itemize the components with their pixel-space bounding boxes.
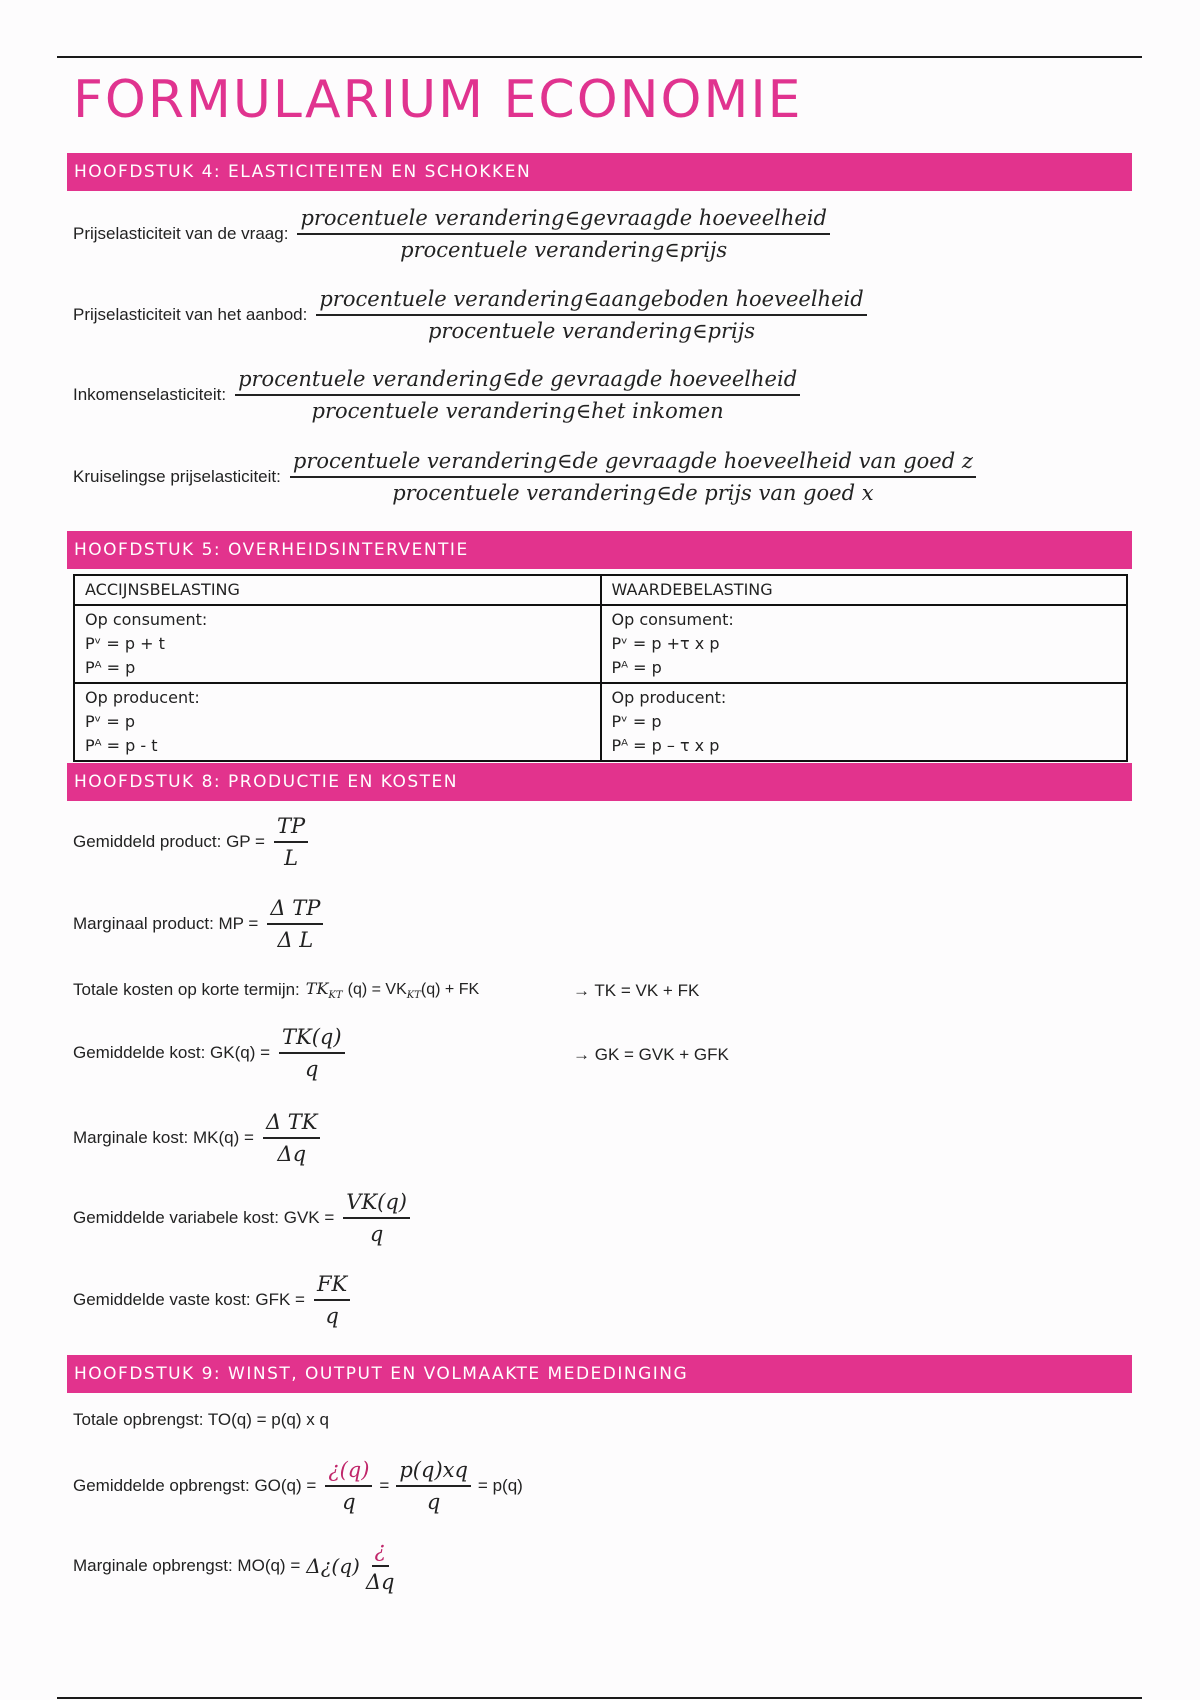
denominator: Δ L	[277, 928, 314, 952]
cell-line: Pᴬ = p – τ x p	[611, 736, 720, 755]
numerator: Δ TP	[267, 896, 323, 925]
fraction	[325, 1458, 372, 1514]
cell-line: Op consument:	[611, 610, 734, 629]
cell-line: Pᴬ = p	[85, 658, 136, 677]
numerator: procentuele verandering∈gevraagde hoeveelheid	[297, 206, 830, 235]
fraction	[396, 1458, 471, 1514]
formula-total-revenue	[73, 1410, 329, 1430]
formula-label: Gemiddelde vaste kost: GFK =	[73, 1290, 305, 1309]
section-banner-h5: HOOFDSTUK 5: OVERHEIDSINTERVENTIE	[67, 531, 1132, 569]
numerator: TK(q)	[279, 1025, 345, 1054]
denominator: q	[325, 1304, 339, 1328]
formula-label: Gemiddelde variabele kost: GVK =	[73, 1208, 335, 1227]
denominator: q	[305, 1057, 319, 1081]
formula-prefix: Δ¿(q)	[306, 1554, 360, 1578]
table-cell	[74, 683, 601, 761]
cell-line: Op producent:	[85, 688, 200, 707]
formula-average-variable-cost	[73, 1190, 413, 1246]
denominator: q	[342, 1490, 356, 1514]
formula-marginal-cost	[73, 1110, 323, 1166]
numerator: procentuele verandering∈de gevraagde hoeveelheid	[235, 367, 800, 396]
bottom-rule	[57, 1697, 1142, 1699]
note-arrow-gk: → GK = GVK + GFK	[573, 1045, 729, 1064]
formula-price-elasticity-supply	[73, 287, 870, 343]
denominator: procentuele verandering∈het inkomen	[311, 399, 724, 423]
fraction	[274, 814, 308, 870]
numerator: VK(q)	[343, 1190, 410, 1219]
formula-label: Totale kosten op korte termijn:	[73, 980, 300, 1000]
formula-total-cost	[73, 979, 479, 1001]
fraction	[235, 367, 800, 423]
table-cell	[601, 605, 1128, 683]
fraction	[297, 206, 830, 262]
cell-line: Pᵛ = p	[611, 712, 662, 731]
formula-label: Prijselasticiteit van de vraag:	[73, 224, 289, 243]
numerator: p(q)xq	[396, 1458, 471, 1487]
fraction	[290, 449, 976, 505]
numerator: procentuele verandering∈aangeboden hoeveelheid	[316, 287, 866, 316]
fraction	[314, 1272, 350, 1328]
fraction	[279, 1025, 345, 1081]
fraction	[343, 1190, 410, 1246]
formula-marginal-revenue	[73, 1538, 400, 1594]
formula-marginal-product	[73, 896, 326, 952]
table-header-excise: ACCIJNSBELASTING	[74, 575, 601, 605]
formula-cross-elasticity	[73, 449, 979, 505]
denominator: q	[369, 1222, 384, 1246]
numerator: procentuele verandering∈de gevraagde hoeveelheid van goed z	[290, 449, 976, 478]
table-header-value-tax: WAARDEBELASTING	[601, 575, 1128, 605]
formula-part: TK	[305, 979, 329, 998]
formula-label: Gemiddeld product: GP =	[73, 832, 265, 851]
formula-price-elasticity-demand	[73, 206, 833, 262]
table-cell	[601, 683, 1128, 761]
formula-text: Totale opbrengst: TO(q) = p(q) x q	[73, 1410, 329, 1429]
formula-average-cost	[73, 1025, 348, 1081]
numerator: FK	[314, 1272, 350, 1301]
formula-label: Marginaal product: MP =	[73, 914, 259, 933]
section-banner-h8: HOOFDSTUK 8: PRODUCTIE EN KOSTEN	[67, 763, 1132, 801]
formula-label: Gemiddelde opbrengst: GO(q) =	[73, 1476, 317, 1495]
denominator: procentuele verandering∈prijs	[400, 238, 728, 262]
formula-income-elasticity	[73, 367, 803, 423]
cell-line: Pᴬ = p - t	[85, 736, 158, 755]
section-banner-h4: HOOFDSTUK 4: ELASTICITEITEN EN SCHOKKEN	[67, 153, 1132, 191]
formula-average-revenue	[73, 1458, 523, 1514]
cell-line: Pᴬ = p	[611, 658, 662, 677]
formula-label: Marginale kost: MK(q) =	[73, 1128, 254, 1147]
numerator: TP	[274, 814, 308, 843]
subscript: KT	[406, 990, 421, 1002]
numerator: ¿	[372, 1538, 389, 1567]
page-title: FORMULARIUM ECONOMIE	[73, 70, 803, 130]
formula-part: (q) + FK	[420, 981, 480, 998]
numerator: ¿(q)	[325, 1458, 372, 1487]
denominator: q	[426, 1490, 441, 1514]
formula-tail: = p(q)	[477, 1476, 523, 1495]
section-banner-h9: HOOFDSTUK 9: WINST, OUTPUT EN VOLMAAKTE MEDEDINGING	[67, 1355, 1132, 1393]
top-rule	[57, 56, 1142, 58]
fraction	[267, 896, 323, 952]
denominator: procentuele verandering∈de prijs van goed x	[392, 481, 874, 505]
equals-sign: =	[379, 1476, 390, 1495]
cell-line: Pᵛ = p + t	[85, 634, 165, 653]
note-arrow-tk: → TK = VK + FK	[573, 981, 700, 1000]
formula-label: Inkomenselasticiteit:	[73, 385, 227, 404]
cell-line: Op producent:	[611, 688, 727, 707]
formula-expression	[306, 979, 479, 1001]
fraction	[316, 287, 866, 343]
fraction	[363, 1538, 398, 1594]
cell-line: Pᵛ = p	[85, 712, 136, 731]
formula-label: Marginale opbrengst: MO(q) =	[73, 1556, 301, 1575]
formula-average-fixed-cost	[73, 1272, 353, 1328]
cell-line: Pᵛ = p +τ x p	[611, 634, 720, 653]
formula-label: Kruiselingse prijselasticiteit:	[73, 467, 281, 486]
table-cell	[74, 605, 601, 683]
numerator: Δ TK	[263, 1110, 321, 1139]
formula-label: Prijselasticiteit van het aanbod:	[73, 305, 308, 324]
formula-label: Gemiddelde kost: GK(q) =	[73, 1043, 271, 1062]
denominator: procentuele verandering∈prijs	[427, 319, 756, 343]
fraction	[263, 1110, 321, 1166]
denominator: L	[284, 846, 299, 870]
formula-average-product	[73, 814, 311, 870]
denominator: Δq	[277, 1142, 307, 1166]
subscript: KT	[328, 990, 343, 1002]
tax-table	[73, 574, 1128, 762]
denominator: Δq	[365, 1570, 395, 1594]
cell-line: Op consument:	[85, 610, 208, 629]
formula-part: (q) = VK	[347, 981, 407, 998]
